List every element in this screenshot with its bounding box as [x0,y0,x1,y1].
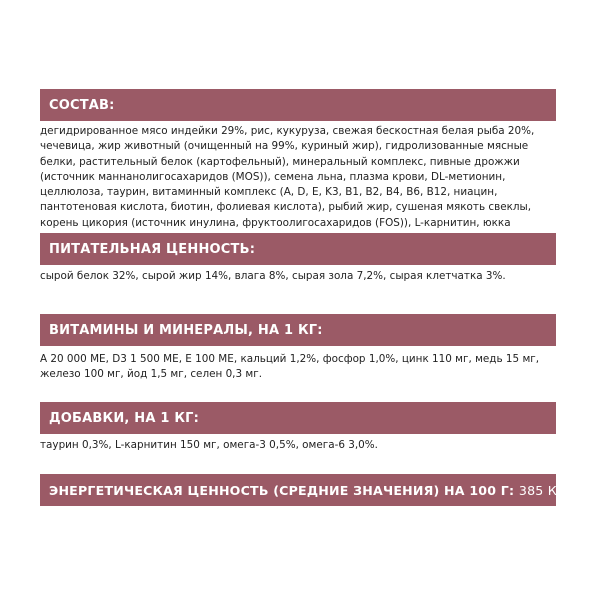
composition-text: дегидрированное мясо индейки 29%, рис, кукуруза, свежая бескостная белая рыба 20%, чечевица, жир животный (очищенный на 99%, куриный жир), гидролизованные мясные белки, растительный белок (картофельный), минеральный комплекс, пивные дрожжи (источник маннанолигосахаридов (MOS)), семена льна, плазма крови, DL-метионин, целлюлоза, таурин, витаминный комплекс (A, D, E, K3, B1, B2, B4, B6, B12, ниацин, пантотеновая кислота, биотин, фолиевая кислота), рыбий жир, сушеная мякоть свеклы, корень цикория (источник инулина, фруктоолигосахаридов (FOS)), L-карнитин, юкка [40,125,535,229]
composition-heading-label: СОСТАВ: [49,97,115,113]
vitamins-heading [40,314,556,346]
energy-heading-label: ЭНЕРГЕТИЧЕСКАЯ ЦЕННОСТЬ (СРЕДНИЕ ЗНАЧЕНИЯ) НА 100 Г: [49,482,515,498]
composition-heading [40,89,556,121]
additives-text: таурин 0,3%, L-карнитин 150 мг, омега-3 0,5%, омега-6 3,0%. [40,439,378,451]
energy-heading [40,474,589,506]
energy-value: 385 ККАЛ. [518,482,589,498]
nutrition-text: сырой белок 32%, сырой жир 14%, влага 8%, сырая зола 7,2%, сырая клетчатка 3%. [40,270,506,282]
additives-heading [40,402,556,434]
vitamins-heading-label: ВИТАМИНЫ И МИНЕРАЛЫ, НА 1 КГ: [49,322,323,338]
nutrition-heading-label: ПИТАТЕЛЬНАЯ ЦЕННОСТЬ: [49,241,256,257]
additives-heading-label: ДОБАВКИ, НА 1 КГ: [49,410,200,426]
vitamins-text: А 20 000 МЕ, D3 1 500 МЕ, Е 100 МЕ, кальций 1,2%, фосфор 1,0%, цинк 110 мг, медь 15 мг, железо 100 мг, йод 1,5 мг, селен 0,3 мг. [40,353,540,381]
nutrition-heading [40,233,556,265]
